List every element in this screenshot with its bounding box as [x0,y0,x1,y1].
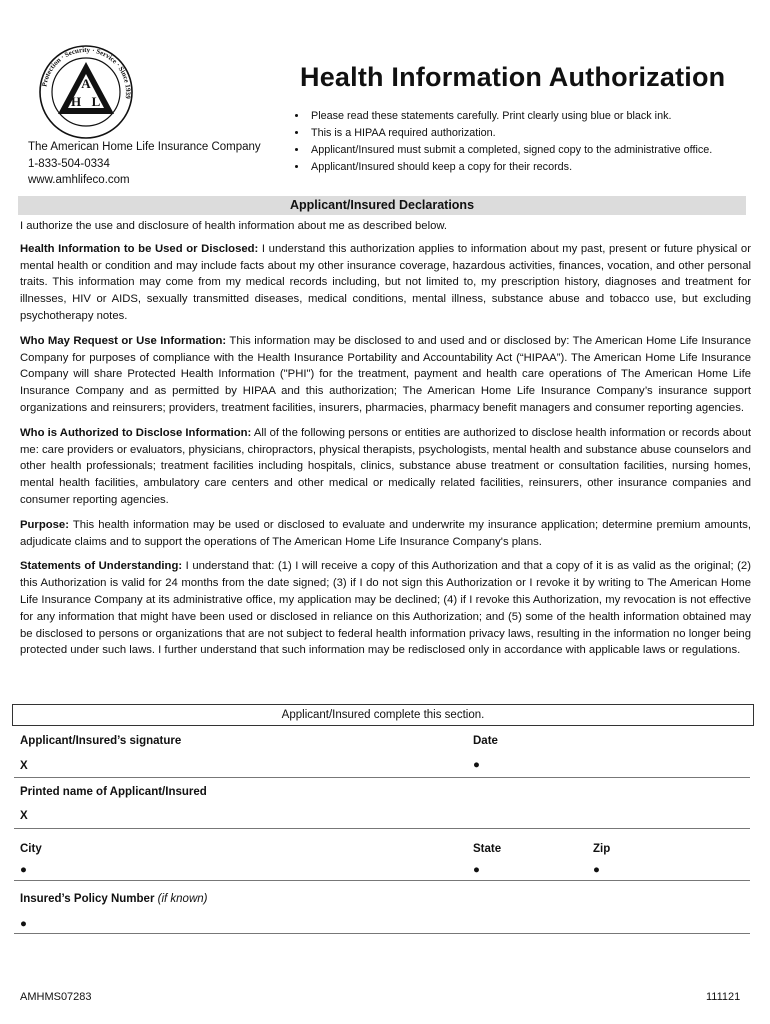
instruction-item: • Applicant/Insured should keep a copy for their records. [308,159,770,176]
policy-number-label [20,893,207,905]
state-label: State [473,843,502,855]
logo-letter-l: L [91,94,101,109]
company-website: www.amhlifeco.com [28,174,130,186]
state-field[interactable]: ● [473,864,480,876]
company-phone: 1-833-504-0334 [28,157,110,170]
printed-name-field[interactable]: X [20,810,28,822]
policy-label-text: Insured’s Policy Number [20,893,155,905]
page-title: Health Information Authorization [300,62,726,92]
section-text: I understand this authorization applies to information about my past, present or future physical or mental health or condition and may include facts about my other insurance coverage, hazardous activities, finances, vocation, and other personal traits. This information may come from my medical records including, but not limited to, my prescription history, diagnoses and treatment for illnesses, HIV or AIDS, sexually transmitted diseases, medical conditions, mental illness, substance abuse and tobacco use, but excluding psychotherapy notes. [20,242,751,322]
signature-field[interactable]: X [20,760,28,772]
company-info [28,139,261,189]
signature-label: Applicant/Insured’s signature [20,735,182,747]
section-statements [20,558,751,659]
company-name: The American Home Life Insurance Company [28,141,261,153]
policy-number-field[interactable]: ● [20,918,27,930]
section-text: All of the following persons or entities are authorized to disclose health information or records about me: care providers or evaluators, physicians, chiropractors, physical therapists, psychologists, mental health and substance abuse counselors and other health professionals; treatment facilities including hospitals, clinics, substance abuse treatment or consultation facilities, nursing homes, mental health facilities, ambulatory care centers and other medical or medically related facilities, reinsurers, other insurance companies and consumer reporting agencies. [20,426,751,506]
section-health-info [20,241,751,325]
section-label: Who May Request or Use Information: [20,334,227,347]
section-purpose [20,517,751,551]
instruction-item: • This is a HIPAA required authorization. [308,125,770,142]
divider [14,880,750,881]
section-label: Who is Authorized to Disclose Information: [20,426,252,439]
date-label: Date [473,735,498,747]
city-label: City [20,843,42,855]
divider [14,828,750,829]
section-who-authorized [20,425,751,509]
section-who-may-request [20,333,751,417]
company-logo [38,44,134,140]
instruction-item: • Please read these statements carefully. Print clearly using blue or black ink. [308,108,770,125]
instructions-list [290,108,770,176]
section-text: This information may be disclosed to and used and or disclosed by: The American Home Life Insurance Company for purposes of compliance with the Health Insurance Portability and Accountability Act (“HIPAA”). The American Home Life Insurance Company will share Protected Health Information ("PHI") for the treatment, payment and health care operations of The American Home Life Insurance Company and as permitted by HIPAA and this authorization; The American Home Life Insurance Company’s insurance support organizations and reinsurers; providers, treatment facilities, insurers, pharmacies, pharmacy benefit managers and consumer reporting agencies. [20,334,751,414]
logo-letter-a: A [81,76,91,91]
form-section-heading: Applicant/Insured complete this section. [12,704,754,726]
city-field[interactable]: ● [20,864,27,876]
date-field[interactable]: ● [473,759,480,771]
section-label: Health Information to be Used or Disclosed: [20,242,259,255]
policy-hint: (if known) [157,893,208,905]
zip-label: Zip [593,843,611,855]
form-version: 111121 [706,991,741,1003]
logo-letter-h: H [70,94,82,109]
zip-field[interactable]: ● [593,864,600,876]
printed-name-label: Printed name of Applicant/Insured [20,786,207,798]
section-label: Statements of Understanding: [20,560,183,573]
divider [14,777,750,778]
divider [14,933,750,934]
declarations-intro: I authorize the use and disclosure of health information about me as described below. [20,220,448,232]
section-label: Purpose: [20,518,69,531]
form-number: AMHMS07283 [20,991,92,1003]
declarations-heading: Applicant/Insured Declarations [18,196,746,215]
instruction-item: • Applicant/Insured must submit a completed, signed copy to the administrative office. [308,142,770,159]
section-text: I understand that: (1) I will receive a copy of this Authorization and that a copy of it is as valid as the original; (2) this Authorization is valid for 24 months from the date signed; (3) if I do not sign this Authorization or I revoke it by writing to The American Home Life Insurance Company at its administrative office, my application may be declined; (4) if I revoke this Authorization, my revocation is not effective for any information that might have been used or disclosed in reliance on this Authorization; and (5) some of the health information obtained may be disclosed to persons or organizations that are not subject to federal health information privacy laws, resulting in the information no longer being protected under such laws. I further understand that such information may be redisclosed only in accordance with applicable laws or regulations. [20,560,751,657]
section-text: This health information may be used or disclosed to evaluate and underwrite my insurance application; determine premium amounts, adjudicate claims and to support the operations of The American Home Life Insurance Company's plans. [20,518,751,548]
declarations-body [20,218,751,667]
logo-ring-text: Protection · Security · Service · Since 1939 [40,45,133,100]
